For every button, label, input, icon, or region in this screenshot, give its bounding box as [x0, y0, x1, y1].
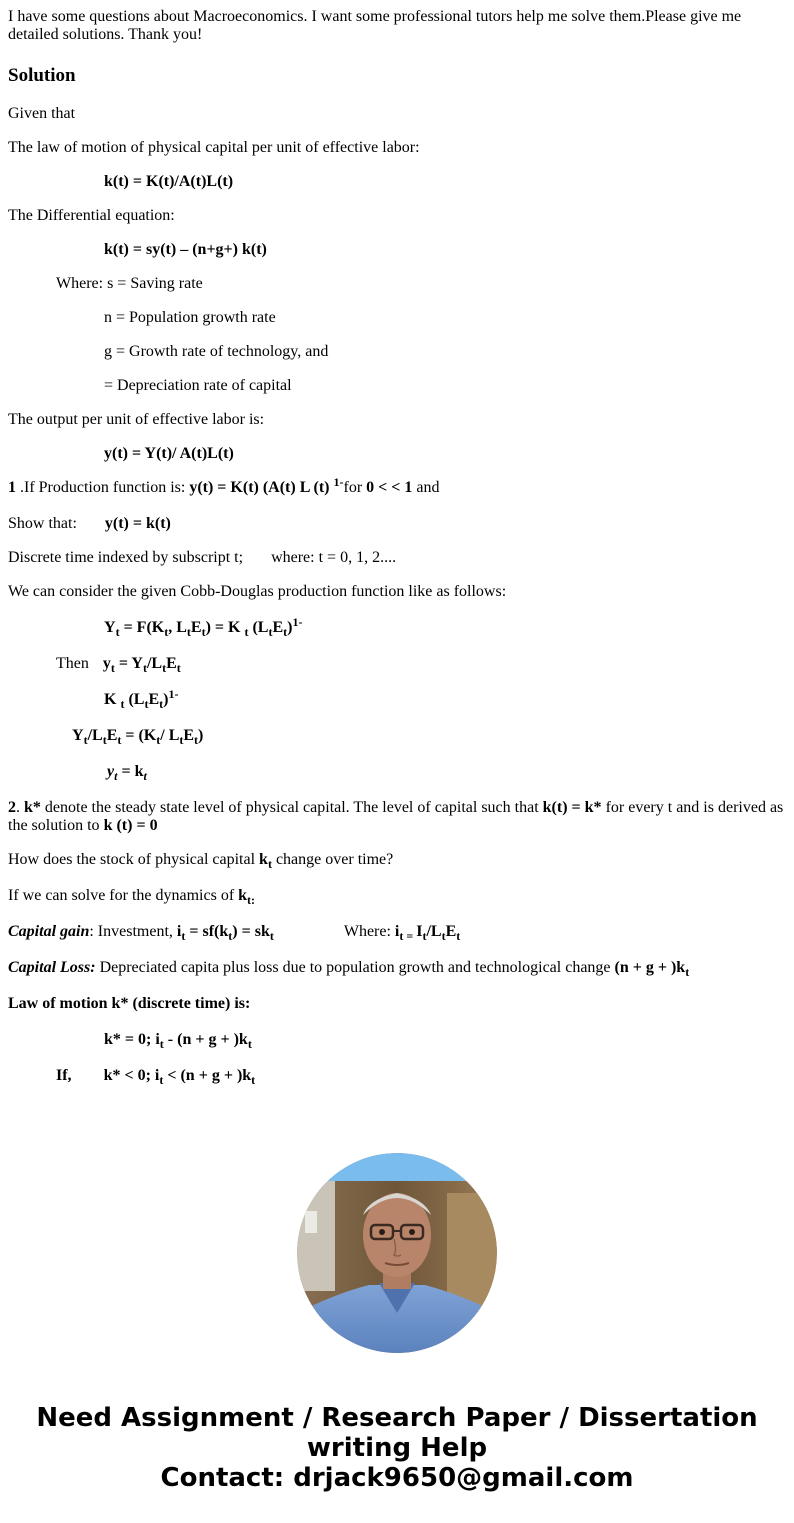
footer-line-1: Need Assignment / Research Paper / Dissertation — [36, 1403, 758, 1433]
show-that: Show that: y(t) = k(t) — [8, 515, 171, 532]
where-saving: Where: s = Saving rate — [56, 275, 203, 292]
solve-question: If we can solve for the dynamics of $k_{t:}$ — [8, 887, 256, 907]
where-population: n = Population growth rate — [104, 309, 276, 326]
capital-gain: Capital gain: Investment, $i_t = sf(k_t) = sk_t$ Where: $i_{t =}$ $I_t/L_tE_t$ — [8, 923, 461, 943]
cobb-douglas-equation: $Y_t = F(K_t$, $L_tE_t) = K$ $_t$ $(L_tE_t)^{1-}$ — [104, 615, 303, 639]
footer-promo — [0, 1403, 794, 1493]
given-text: Given that — [8, 105, 76, 122]
solution-heading: Solution — [8, 65, 76, 86]
law-equation-2: If, k* < 0; $i_t < (n + g + )k_t$ — [56, 1067, 256, 1087]
capital-loss: Capital Loss: Depreciated capita plus loss due to population growth and technological change $(n + g + )k_t$ — [8, 959, 690, 979]
question-2: 2. k* denote the steady state level of physical capital. The level of capital such that k(t) = k* for every t and is derived as the solution to k (t) = 0 — [8, 799, 784, 834]
document-body — [8, 8, 786, 1103]
then-equation: Then $y_t = Y_t/L_tE_t$ — [56, 655, 181, 675]
y-ratio-equation: $Y_t/L_tE_t = (K_t/$ $L_tE_t$) — [72, 727, 204, 747]
discrete-time: Discrete time indexed by subscript t; where: t = 0, 1, 2.... — [8, 549, 397, 566]
law-intro: The law of motion of physical capital per unit of effective labor: — [8, 139, 420, 156]
output-intro: The output per unit of effective labor is: — [8, 411, 265, 428]
footer-contact: Contact: drjack9650@gmail.com — [160, 1463, 634, 1493]
law-equation-1: k* = 0; $i_t - (n + g + )k_t$ — [104, 1031, 252, 1051]
law-of-motion-title: Law of motion k* (discrete time) is: — [8, 995, 251, 1012]
footer-line-2: writing Help — [306, 1433, 488, 1463]
tutor-avatar — [297, 1153, 497, 1353]
equation-k: k(t) = K(t)/A(t)L(t) — [104, 173, 234, 190]
where-depreciation: = Depreciation rate of capital — [104, 377, 292, 394]
k-equation: K $_t$ $(L_tE_t)^{1-}$ — [104, 687, 179, 711]
question-intro: I have some questions about Macroeconomics. I want some professional tutors help me solve them.Please give me detailed solutions. Thank you! — [8, 8, 742, 43]
final-equation: $y_t = k_t$ — [107, 763, 147, 783]
differential-intro: The Differential equation: — [8, 207, 175, 224]
avatar-photo — [297, 1153, 497, 1353]
equation-y: y(t) = Y(t)/ A(t)L(t) — [104, 445, 234, 462]
where-technology: g = Growth rate of technology, and — [104, 343, 329, 360]
how-question: How does the stock of physical capital $k_t$ change over time? — [8, 851, 394, 871]
question-1: 1 .If Production function is: y(t) = K(t) (A(t) L (t) $^{1-}$for 0 < < 1 and — [8, 475, 440, 496]
cobb-douglas-intro: We can consider the given Cobb-Douglas production function like as follows: — [8, 583, 507, 600]
equation-differential: k(t) = sy(t) – (n+g+) k(t) — [104, 241, 267, 258]
